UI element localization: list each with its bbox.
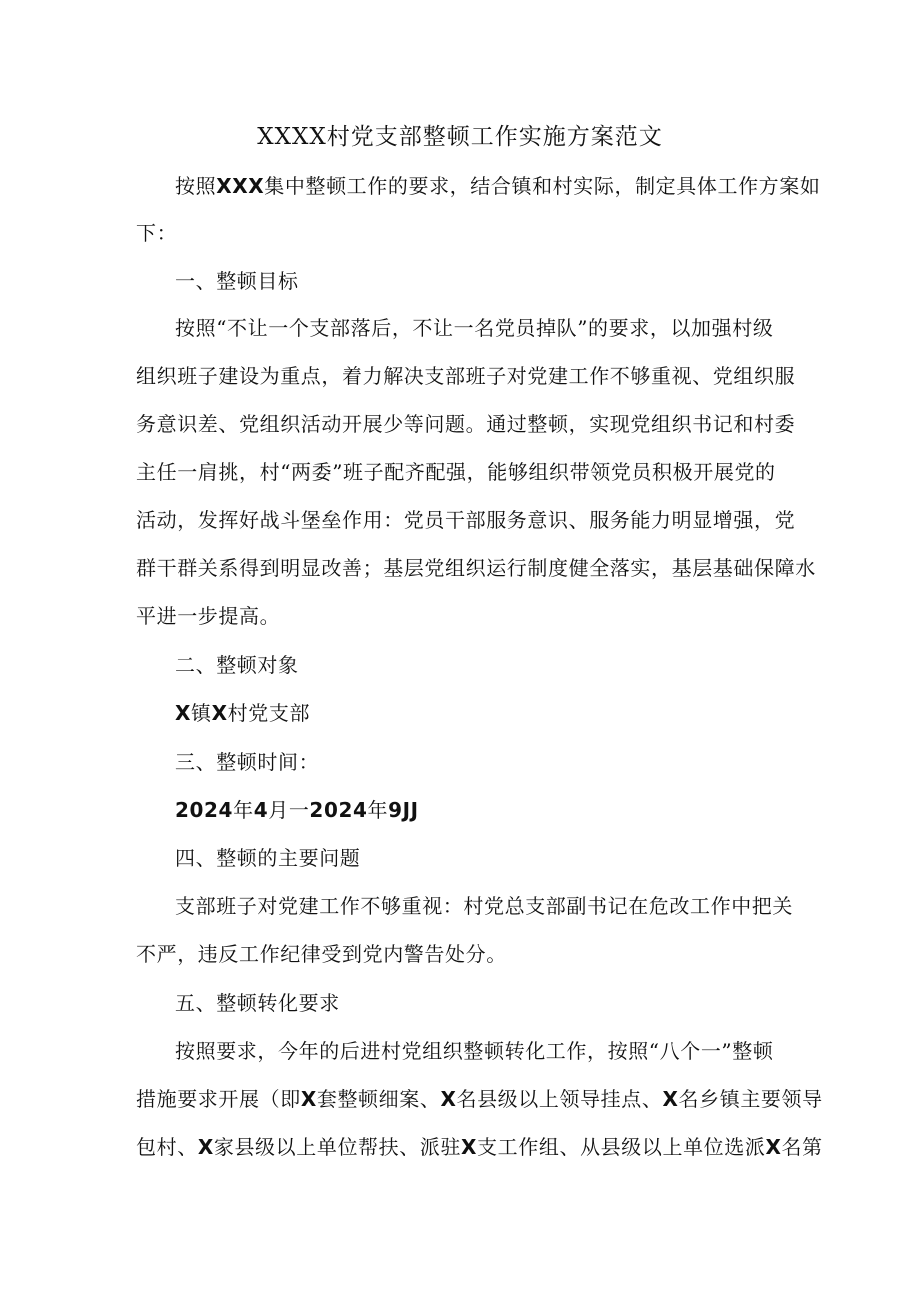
section-1-line: 按照“不让一个支部落后，不让一名党员掉队”的要求，以加强村级 [175, 316, 774, 340]
text-run: 名第 [781, 1135, 823, 1159]
target-branch: 村党支部 [227, 701, 311, 725]
target-x-2: X [211, 701, 228, 725]
bold-x: X [197, 1135, 214, 1159]
text-run: 名乡镇主要领导 [678, 1087, 823, 1111]
text-run: 包村、 [136, 1135, 198, 1159]
intro-line-2: 下： [136, 221, 178, 245]
section-3-heading: 三、整顿时间： [175, 750, 320, 774]
intro-text-c: 集中整顿工作的要求，结合镇和村实际，制定具体工作方案如 [264, 174, 821, 198]
target-town: 镇 [191, 701, 212, 725]
bold-x: X [440, 1087, 457, 1111]
section-1-line: 主任一肩挑，村“两委”班子配齐配强，能够组织带领党员积极开展党的 [136, 460, 776, 484]
text-run: 家县级以上单位帮扶、派驻 [213, 1135, 462, 1159]
intro-line-1 [175, 173, 835, 199]
section-1-line: 组织班子建设为重点，着力解决支部班子对党建工作不够重视、党组织服 [136, 364, 796, 388]
section-5-line [136, 1134, 823, 1160]
section-1-line: 活动，发挥好战斗堡垒作用：党员干部服务意识、服务能力明显增强，党 [136, 508, 796, 532]
section-1-line: 平进一步提高。 [136, 604, 281, 628]
section-4-heading: 四、整顿的主要问题 [175, 846, 361, 870]
section-2-target [175, 700, 835, 726]
document-title: XXXX村党支部整顿工作实施方案范文 [257, 124, 663, 150]
intro-bold-xxx: XXX [216, 174, 265, 198]
bold-x: X [300, 1087, 317, 1111]
target-x-1: X [175, 701, 192, 725]
date-year-2: 2024 [309, 798, 368, 822]
date-year-char-2: 年 [367, 798, 389, 822]
bold-x: X [461, 1135, 478, 1159]
text-run: 名县级以上领导挂点、 [456, 1087, 663, 1111]
section-1-line: 务意识差、党组织活动开展少等问题。通过整顿，实现党组织书记和村委 [136, 412, 796, 436]
bold-x: X [765, 1135, 782, 1159]
section-5-line: 按照要求，今年的后进村党组织整顿转化工作，按照“八个一”整顿 [175, 1039, 774, 1063]
section-2-heading: 二、整顿对象 [175, 653, 299, 677]
date-year-1: 2024 [175, 798, 234, 822]
section-1-heading: 一、整顿目标 [175, 269, 299, 293]
date-month-1: 4 [253, 798, 269, 822]
section-5-heading: 五、整顿转化要求 [175, 991, 340, 1015]
section-3-date-range [175, 797, 835, 823]
date-end: 9JJ [388, 798, 419, 822]
section-5-line [136, 1086, 823, 1112]
intro-text-a: 按照 [175, 174, 217, 198]
bold-x: X [662, 1087, 679, 1111]
section-4-line: 支部班子对党建工作不够重视：村党总支部副书记在危改工作中把关 [175, 894, 793, 918]
section-4-line: 不严，违反工作纪律受到党内警告处分。 [136, 942, 507, 966]
text-run: 套整顿细案、 [316, 1087, 441, 1111]
date-month-char: 月一 [268, 798, 310, 822]
date-year-char-1: 年 [233, 798, 254, 822]
section-1-line: 群干群关系得到明显改善；基层党组织运行制度健全落实，基层基础保障水 [136, 556, 816, 580]
text-run: 支工作组、从县级以上单位选派 [477, 1135, 766, 1159]
text-run: 措施要求开展（即 [136, 1087, 301, 1111]
